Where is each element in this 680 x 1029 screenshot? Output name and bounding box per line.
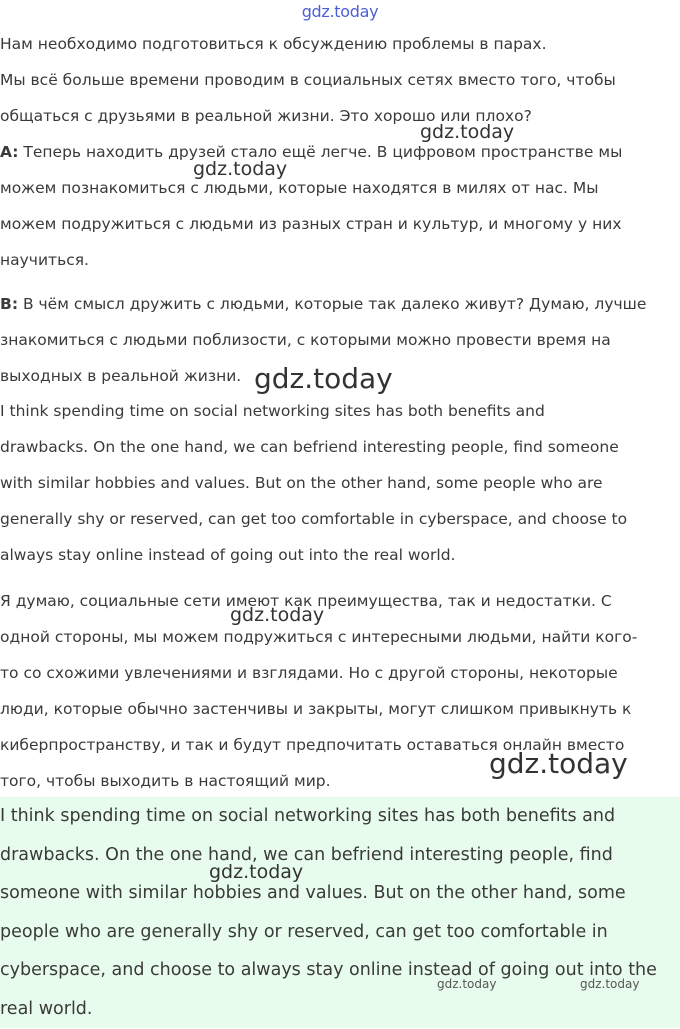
english-line: drawbacks. On the one hand, we can befriend interesting people, find someone [0,438,619,456]
answer-line: drawbacks. On the one hand, we can befriend interesting people, find [0,844,613,865]
speaker-a-line: научиться. [0,251,89,269]
answer-line: I think spending time on social networking sites has both benefits and [0,806,616,826]
task-line: Мы всё больше времени проводим в социальных сетях вместо того, чтобы [0,71,616,89]
english-line: generally shy or reserved, can get too comfortable in cyberspace, and choose to [0,510,628,528]
watermark: gdz.today [230,604,325,626]
watermark: gdz.today [209,861,304,883]
speaker-b-label: B: [0,295,19,313]
russian-line: то со схожими увлечениями и взглядами. Но с другой стороны, некоторые [0,664,618,682]
answer-line: real world. [0,998,93,1019]
speaker-b-line: выходных в реальной жизни. [0,367,242,385]
task-paragraph [0,26,680,134]
task-line: Нам необходимо подготовиться к обсуждению проблемы в парах. [0,35,547,53]
speaker-a-line: можем подружиться с людьми из разных стран и культур, и многому у них [0,215,622,233]
top-watermark: gdz.today [301,2,379,21]
watermark: gdz.today [489,747,628,780]
answer-line: people who are generally shy or reserved, can get too comfortable in [0,921,608,942]
speaker-a-line: Теперь находить друзей стало ещё легче. В цифровом пространстве мы [18,143,623,161]
speaker-b-line: знакомиться с людьми поблизости, с которыми можно провести время на [0,331,611,349]
task-line: общаться с друзьями в реальной жизни. Это хорошо или плохо? [0,107,532,125]
watermark: gdz.today [193,158,288,180]
answer-paragraph [0,797,680,1029]
russian-line: киберпространству, и так и будут предпочитать оставаться онлайн вместо [0,736,625,754]
answer-line: cyberspace, and choose to always stay online instead of going out into the [0,960,657,981]
watermark: gdz.today [437,977,497,991]
russian-line: Я думаю, социальные сети имеют как преимущества, так и недостатки. С [0,592,612,610]
speaker-a-label: A: [0,143,19,161]
speaker-a-paragraph [0,134,680,278]
english-line: I think spending time on social networking sites has both benefits and [0,402,545,420]
russian-line: того, чтобы выходить в настоящий мир. [0,772,331,790]
english-line: with similar hobbies and values. But on the other hand, some people who are [0,474,603,492]
russian-line: одной стороны, мы можем подружиться с интересными людьми, найти кого- [0,628,638,646]
english-opinion-paragraph [0,393,680,573]
english-line: always stay online instead of going out into the real world. [0,546,456,564]
watermark: gdz.today [580,977,640,991]
answer-line: someone with similar hobbies and values. But on the other hand, some [0,883,626,904]
russian-line: люди, которые обычно застенчивы и закрыты, могут слишком привыкнуть к [0,700,632,718]
speaker-b-line: В чём смысл дружить с людьми, которые так далеко живут? Думаю, лучше [18,295,647,313]
watermark: gdz.today [254,362,393,395]
speaker-a-line: можем познакомиться с людьми, которые находятся в милях от нас. Мы [0,179,599,197]
watermark: gdz.today [420,121,515,143]
